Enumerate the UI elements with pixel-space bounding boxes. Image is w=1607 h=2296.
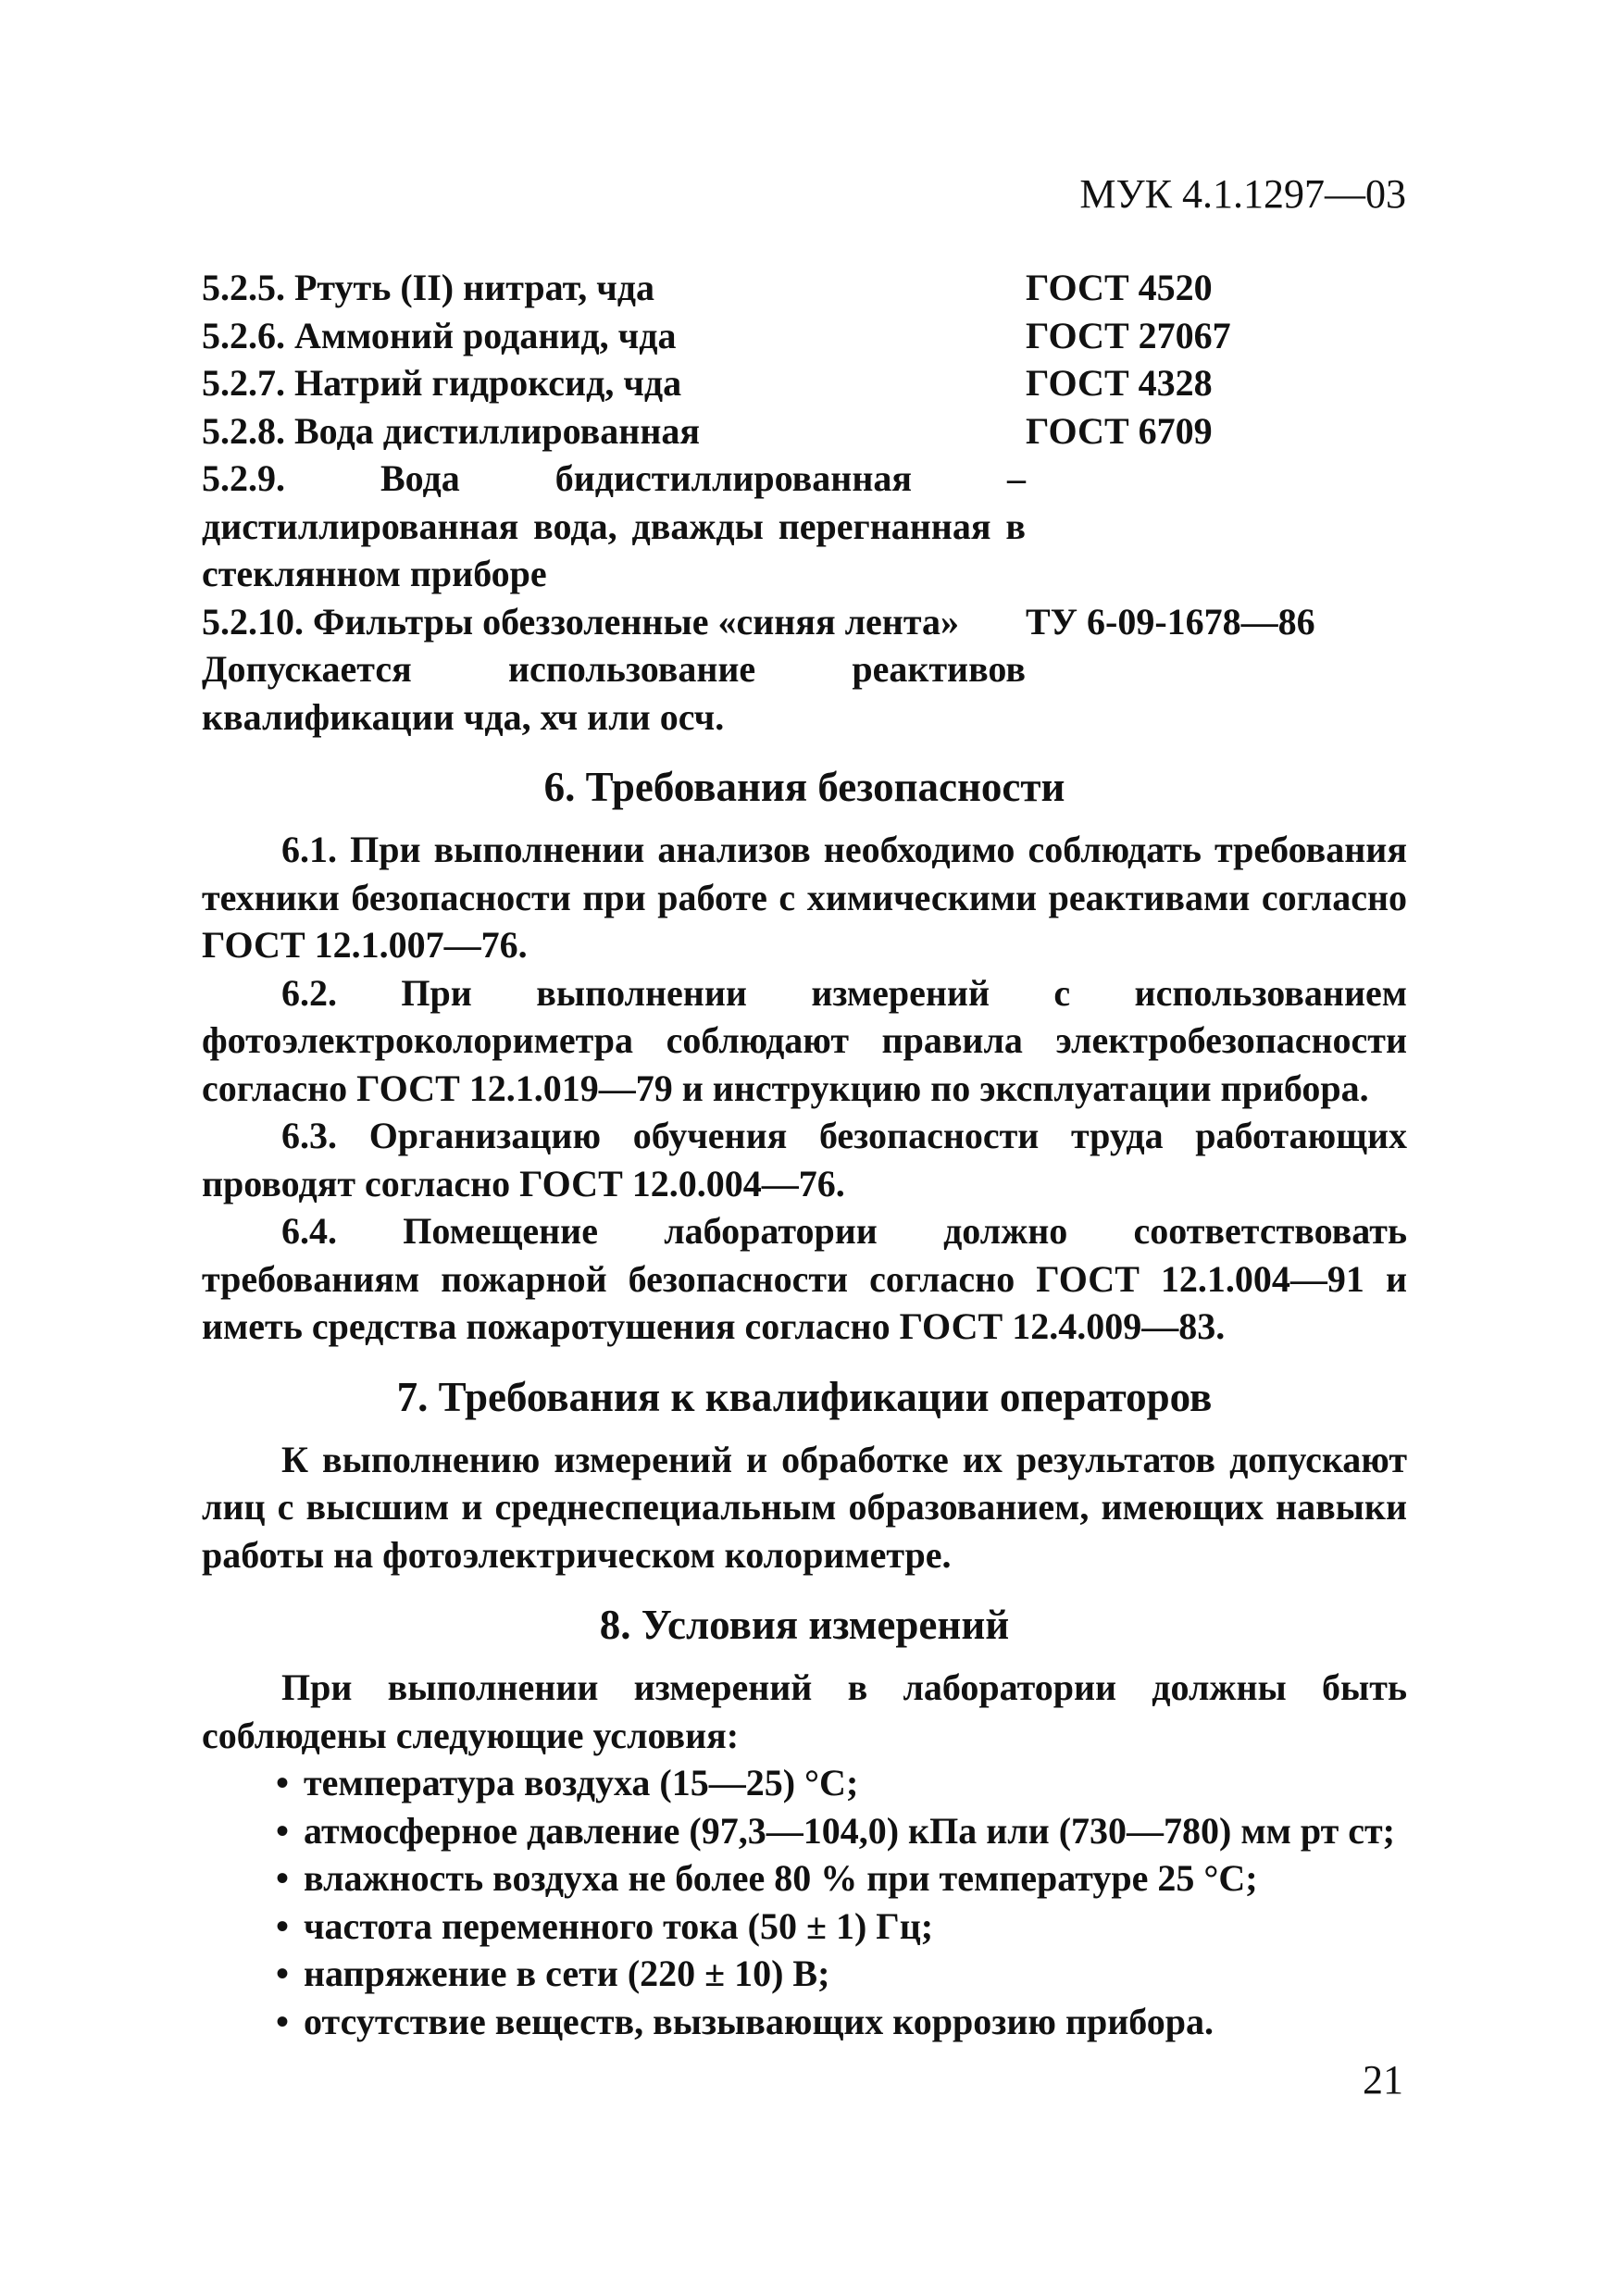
bullet-icon: • [276, 1904, 290, 1947]
condition-text: влажность воздуха не более 80 % при температуре 25 °С; [304, 1857, 1258, 1899]
section-measurement-conditions [202, 1599, 1407, 2045]
paragraph: 6.4. Помещение лаборатории должно соответствовать требованиям пожарной безопасности согласно ГОСТ 12.1.004—91 и иметь средства пожаротушения согласно ГОСТ 12.4.009—83. [202, 1210, 1407, 1347]
bullet-icon: • [276, 1953, 290, 1994]
list-item [276, 1759, 1407, 1807]
reagent-item [202, 264, 1407, 312]
reagent-name: 5.2.6. Аммоний роданид, чда [202, 314, 677, 356]
reagent-standard: ГОСТ 27067 [1026, 314, 1231, 356]
condition-text: отсутствие веществ, вызывающих коррозию прибора. [304, 2000, 1215, 2042]
reagent-standard: ГОСТ 4520 [1026, 267, 1213, 308]
reagent-item [202, 455, 1407, 598]
section-safety [202, 761, 1407, 1351]
section-operator-qualification [202, 1371, 1407, 1579]
reagent-name: 5.2.5. Ртуть (II) нитрат, чда [202, 267, 655, 308]
reagent-item [202, 359, 1407, 407]
reagent-standard: ГОСТ 6709 [1026, 409, 1213, 452]
page-number: 21 [1363, 2057, 1403, 2103]
paragraph: К выполнению измерений и обработке их результатов допускают лиц с высшим и среднеспециальным образованием, имеющих навыки работы на фотоэлектрическом колориметре. [202, 1438, 1407, 1576]
reagents-note: Допускается использование реактивов квалификации чда, хч или осч. [202, 648, 1026, 738]
reagent-name: 5.2.10. Фильтры обеззоленные «синяя лента» [202, 600, 959, 643]
reagent-name: 5.2.7. Натрий гидроксид, чда [202, 362, 682, 404]
reagent-item [202, 407, 1407, 455]
reagent-item [202, 312, 1407, 360]
page-content [202, 264, 1407, 2045]
condition-text: температура воздуха (15—25) °С; [304, 1762, 859, 1803]
list-item [276, 1903, 1407, 1951]
paragraph: При выполнении измерений в лаборатории должны быть соблюдены следующие условия: [202, 1666, 1407, 1756]
bullet-icon: • [276, 2000, 290, 2042]
condition-text: атмосферное давление (97,3—104,0) кПа или (730—780) мм рт ст; [304, 1809, 1395, 1852]
list-item [276, 1950, 1407, 1998]
paragraph: 6.2. При выполнении измерений с использованием фотоэлектроколориметра соблюдают правила электробезопасности согласно ГОСТ 12.1.019—79 и инструкцию по эксплуатации прибора. [202, 971, 1407, 1109]
list-item [276, 1854, 1407, 1903]
condition-text: частота переменного тока (50 ± 1) Гц; [304, 1904, 934, 1947]
section-heading: 7. Требования к квалификации операторов [396, 1373, 1213, 1420]
reagent-name: 5.2.8. Вода дистиллированная [202, 409, 701, 452]
running-header: МУК 4.1.1297—03 [1079, 171, 1406, 217]
reagent-name: 5.2.9. Вода бидистиллированная – дистиллированная вода, дважды перегнанная в стеклянном приборе [202, 457, 1026, 594]
section-heading: 8. Условия измерений [599, 1602, 1010, 1648]
list-item [276, 1998, 1407, 2046]
reagent-standard: ТУ 6-09-1678—86 [1026, 600, 1315, 643]
bullet-icon: • [276, 1809, 290, 1852]
condition-text: напряжение в сети (220 ± 10) В; [304, 1953, 830, 1994]
section-heading: 6. Требования безопасности [543, 764, 1065, 810]
bullet-icon: • [276, 1762, 290, 1803]
reagent-standard: ГОСТ 4328 [1026, 362, 1213, 404]
list-item [276, 1807, 1407, 1855]
paragraph: 6.1. При выполнении анализов необходимо соблюдать требования техники безопасности при работе с химическими реактивами согласно ГОСТ 12.1.007—76. [202, 829, 1407, 966]
paragraph: 6.3. Организацию обучения безопасности труда работающих проводят согласно ГОСТ 12.0.004—76. [202, 1115, 1407, 1204]
conditions-list [202, 1759, 1407, 2045]
bullet-icon: • [276, 1857, 290, 1899]
reagent-item [202, 598, 1407, 646]
reagents-list [202, 264, 1407, 741]
